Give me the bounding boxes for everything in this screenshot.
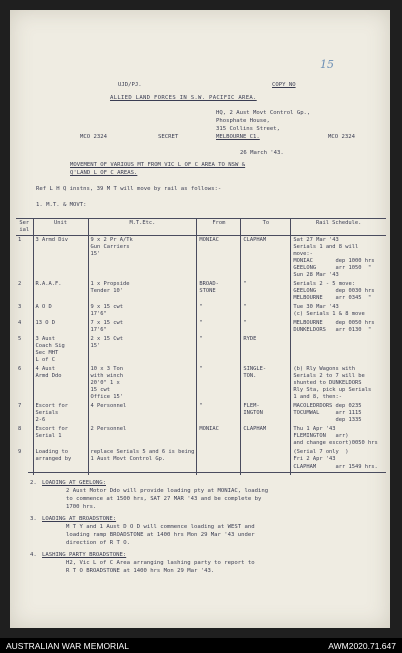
hq-address-line2: 315 Collins Street,: [216, 126, 280, 132]
cell-unit: Escort for Serials 2-6: [33, 402, 88, 425]
cell-serial: 3: [18, 304, 22, 311]
cell-serial: 8: [18, 426, 22, 433]
column-header-from: From: [197, 219, 241, 236]
cell-serial: 7: [18, 403, 22, 410]
cell-mt-etc: 4 Personnel: [88, 402, 197, 425]
hq-title: ALLIED LAND FORCES IN S.W. PACIFIC AREA.: [110, 95, 257, 101]
section-3-text-3: direction of R T O.: [66, 540, 130, 546]
footer-institution: AUSTRALIAN WAR MEMORIAL: [6, 641, 129, 651]
cell-mt-etc: 7 x 15 cwt 17'6": [88, 319, 197, 335]
cell-mt-etc: 9 x 2 Pr A/Tk Gun Carriers 15': [88, 236, 197, 281]
table-row: [16, 402, 386, 425]
cell-from: ": [197, 402, 241, 425]
section-4-text-1: H2, Vic L of C Area arranging lashing party to report to: [66, 560, 255, 566]
cell-rail-schedule: (Serial 7 only ) Fri 2 Apr '43 CLAPHAM arr 1549 hrs.: [291, 448, 386, 474]
section-4-number: 4.: [30, 552, 37, 558]
cell-from: [197, 448, 241, 474]
cell-mt-etc: 10 x 3 Ton with winch 20'0" 1 x 15 cwt Office 15': [88, 365, 197, 402]
cell-to: ": [241, 280, 291, 303]
footer-accession-number: AWM2020.71.647: [328, 641, 396, 651]
section-2-text-3: 1700 hrs.: [66, 504, 97, 510]
cell-serial: 2: [18, 281, 22, 288]
cell-from: BROAD- STONE: [197, 280, 241, 303]
cell-rail-schedule: MACOLEDRDORS dep 0235 TOCUMWAL arr 1115 dep 1335: [291, 402, 386, 425]
cell-to: FLEM- INGTON: [241, 402, 291, 425]
section-3-number: 3.: [30, 516, 37, 522]
section-4-text-2: R T O BROADSTONE at 1400 hrs Mon 29 Mar '43.: [66, 568, 215, 574]
cell-mt-etc: 2 Personnel: [88, 425, 197, 448]
cell-unit: 13 O D: [33, 319, 88, 335]
classification: SECRET: [158, 134, 179, 140]
cell-to: RYDE: [241, 335, 291, 365]
table-row: [16, 335, 386, 365]
intro-text: Ref L H Q instns, 39 M T will move by rail as follows:-: [36, 186, 222, 192]
cell-from: ": [197, 335, 241, 365]
cell-to: SINGLE- TON.: [241, 365, 291, 402]
section-2-text-2: to commence at 1500 hrs, SAT 27 MAR '43 and be complete by: [66, 496, 262, 502]
cell-rail-schedule: Serials 2 - 5 move: GEELONG dep 0030 hrs MELBOURNE arr 0345 ": [291, 280, 386, 303]
cell-to: CLAPHAM: [241, 425, 291, 448]
cell-unit: Loading to arranged by: [33, 448, 88, 474]
reference-right: MCO 2324: [328, 134, 355, 140]
table-row: [16, 303, 386, 319]
table-row: [16, 448, 386, 474]
cell-unit: A O D: [33, 303, 88, 319]
section-3-text-1: M T Y and 1 Aust D O D will commence loading at WEST and: [66, 524, 255, 530]
cell-rail-schedule: [291, 335, 386, 365]
column-header-serial: Ser ial: [19, 220, 30, 234]
reference-left: MCO 2324: [80, 134, 107, 140]
cell-serial: 4: [18, 320, 22, 327]
movement-table: [16, 218, 386, 475]
cell-rail-schedule: Thu 1 Apr '43 FLEMINGTON arr) and change escort)0050 hrs: [291, 425, 386, 448]
cell-from: MONIAC: [197, 236, 241, 281]
column-header-unit: Unit: [33, 219, 88, 236]
reference-code: UJD/PJ.: [118, 82, 142, 88]
cell-mt-etc: 9 x 15 cwt 17'6": [88, 303, 197, 319]
section-2-text-1: 2 Aust Motor Ddo will provide loading pty at MONIAC, loading: [66, 488, 269, 494]
subject-line-1: MOVEMENT OF VARIOUS MT FROM VIC L OF C AREA TO NSW &: [70, 162, 246, 168]
cell-to: ": [241, 319, 291, 335]
cell-serial: 6: [18, 366, 22, 373]
table-body: [16, 236, 386, 475]
table-row: [16, 236, 386, 281]
table-row: [16, 280, 386, 303]
cell-mt-etc: 2 x 15 Cwt 15': [88, 335, 197, 365]
cell-rail-schedule: MELBOURNE dep 0050 hrs DUNKELDORS arr 0130 ": [291, 319, 386, 335]
section-2-number: 2.: [30, 480, 37, 486]
cell-mt-etc: 1 x Propside Tender 10': [88, 280, 197, 303]
cell-to: CLAPHAM: [241, 236, 291, 281]
table-row: [16, 365, 386, 402]
section-3-title: LOADING AT BROADSTONE:: [42, 516, 117, 522]
section-1-heading: 1. M.T. & MOVT:: [36, 202, 87, 208]
document-date: 26 March '43.: [240, 150, 284, 156]
cell-from: ": [197, 303, 241, 319]
cell-to: [241, 448, 291, 474]
handwritten-mark: 15: [320, 58, 334, 71]
table-row: [16, 319, 386, 335]
cell-serial: 9: [18, 449, 22, 456]
document-sheet: [10, 10, 390, 628]
table-bottom-rule: [28, 472, 386, 473]
cell-to: ": [241, 303, 291, 319]
column-header-rail-schedule: Rail Schedule.: [291, 219, 386, 236]
cell-unit: R.A.A.F.: [33, 280, 88, 303]
hq-address-line1: Phosphate House,: [216, 118, 270, 124]
cell-rail-schedule: Tue 30 Mar '43 (c) Serials 1 & 8 move: [291, 303, 386, 319]
cell-unit: Escort for Serial 1: [33, 425, 88, 448]
cell-unit: 3 Aust Coach Sig Sec MHT L of C: [33, 335, 88, 365]
cell-rail-schedule: (b) Rly Wagons with Serials 2 to 7 will be shunted to DUNKELDORS Rly Sta, pick up Serials 1 and 8, then:-: [291, 365, 386, 402]
cell-serial: 5: [18, 336, 22, 343]
hq-unit: HQ, 2 Aust Movt Control Gp.,: [216, 110, 311, 116]
hq-address-line3: MELBOURNE C1.: [216, 134, 260, 140]
cell-rail-schedule: Sat 27 Mar '43 Serials 1 and 8 will move:- MONIAC dep 1000 hrs GEELONG arr 1050 " Sun 28 Mar '43: [291, 236, 386, 281]
cell-serial: 1: [18, 237, 22, 244]
cell-mt-etc: replace Serials 5 and 6 is being 1 Aust Movt Control Gp.: [88, 448, 197, 474]
section-2-title: LOADING AT GEELONG:: [42, 480, 106, 486]
table-header-row: [16, 219, 386, 236]
cell-from: MONIAC: [197, 425, 241, 448]
cell-unit: 4 Aust Armd Ddo: [33, 365, 88, 402]
cell-from: ": [197, 319, 241, 335]
cell-unit: 3 Armd Div: [33, 236, 88, 281]
cell-from: ": [197, 365, 241, 402]
subject-line-2: Q'LAND L OF C AREAS.: [70, 170, 138, 176]
copy-number: COPY NO: [272, 82, 296, 88]
section-3-text-2: loading ramp BROADSTONE at 1400 hrs Mon 29 Mar '43 under: [66, 532, 255, 538]
section-4-title: LASHING PARTY BROADSTONE:: [42, 552, 127, 558]
table-row: [16, 425, 386, 448]
archive-footer: [0, 638, 402, 653]
column-header-mt-etc: M.T.Etc.: [88, 219, 197, 236]
column-header-to: To: [241, 219, 291, 236]
